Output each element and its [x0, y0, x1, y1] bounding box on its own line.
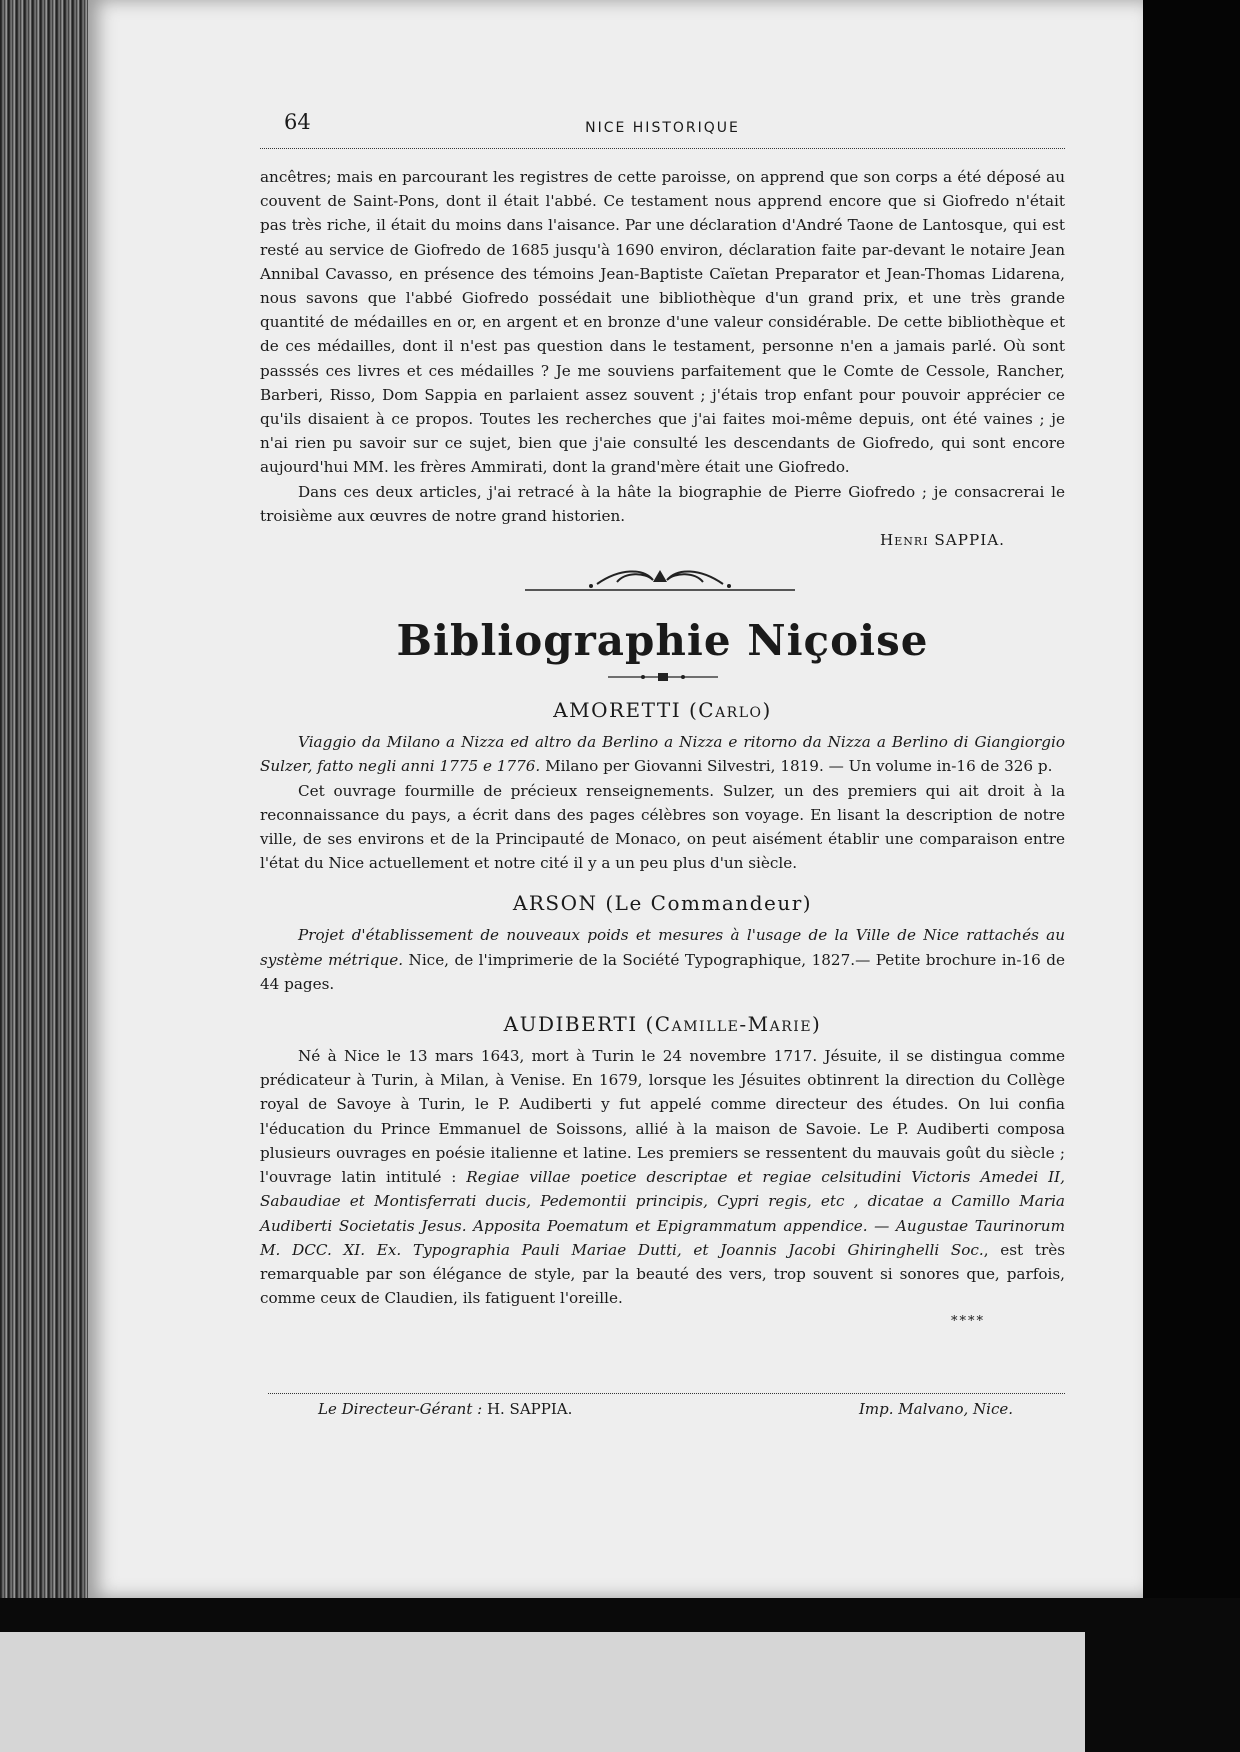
citation-title: Viaggio da Milano a Nizza ed altro da Berlino a Nizza e ritorno da Nizza a Berlino di Giangiorgio Sulzer, fatto negli anni 1775 e 1776.: [260, 733, 1065, 776]
entry-heading: [260, 1010, 1065, 1038]
journal-title: NICE HISTORIQUE: [585, 120, 740, 136]
footer-rule: [268, 1393, 1065, 1394]
footer-director: [318, 1400, 572, 1418]
director-name: H. SAPPIA.: [482, 1400, 573, 1418]
citation-title: Projet d'établissement de nouveaux poids et mesures à l'usage de la Ville de Nice rattachés au système métrique.: [260, 926, 1065, 969]
paragraph: Dans ces deux articles, j'ai retracé à la hâte la biographie de Pierre Giofredo ; je consacrerai le troisième aux œuvres de notre grand historien.: [260, 482, 1065, 525]
text-start: Né à Nice le 13 mars 1643, mort à Turin le 24 novembre 1717. Jésuite, il se distingua comme prédicateur à Turin, à Milan, à Venise. En 1679, lorsque les Jésuites obtinrent la direction du Collège royal de Savoye à Turin, le P. Audiberti y fut appelé comme directeur des études. On lui confia l'éducation du Prince Emmanuel de Soissons, allié à la maison de Savoie. Le P. Audiberti composa plusieurs ouvrages en poésie italienne et latine. Les premiers se ressentent du mauvais goût du siècle ; l'ouvrage latin intitulé :: [260, 1047, 1065, 1187]
entry-qualifier: (Carlo): [688, 698, 772, 723]
running-head: [260, 110, 1065, 146]
entry-qualifier: (Le Commandeur): [605, 891, 813, 916]
page-number: 64: [284, 110, 311, 134]
entry-citation: [260, 923, 1065, 996]
section-title: Bibliographie Niçoise: [396, 616, 929, 666]
page-content: [260, 110, 1065, 1335]
director-label: Le Directeur-Gérant :: [318, 1400, 483, 1418]
entry-name: AUDIBERTI: [503, 1012, 638, 1037]
entry-name: AMORETTI: [553, 698, 682, 723]
paragraph: ancêtres; mais en parcourant les registres de cette paroisse, on apprend que son corps a été déposé au couvent de Saint-Pons, dont il était l'abbé. Ce testament nous apprend encore que si Giofredo n'était pas très riche, il était du moins dans l'aisance. Par une déclaration d'André Taone de Lantosque, qui est resté au service de Giofredo de 1685 jusqu'à 1690 environ, déclaration faite par-devant le notaire Jean Annibal Cavasso, en présence des témoins Jean-Baptiste Caïetan Preparator et Jean-Thomas Lidarena, nous savons que l'abbé Giofredo possédait une bibliothèque d'un grand prix, et une très grande quantité de médailles en or, en argent et en bronze d'une valeur considérable. De cette bibliothèque et de ces médailles, dont il n'est pas question dans le testament, personne n'en a jamais parlé. Où sont passsés ces livres et ces médailles ? Je me souviens parfaitement que le Comte de Cessole, Rancher, Barberi, Risso, Dom Sappia en parlaient assez souvent ; j'étais trop enfant pour pouvoir apprécier ce qu'ils disaient à ce propos. Toutes les recherches que j'ai faites moi-même depuis, ont été vaines ; je n'ai rien pu savoir sur ce sujet, bien que j'aie consulté les descendants de Giofredo, qui sont encore aujourd'hui MM. les frères Ammirati, dont la grand'mère était une Giofredo.: [260, 168, 1065, 477]
ornament-divider: [260, 562, 1065, 602]
article-conclusion: [260, 165, 1065, 552]
header-rule: [260, 148, 1065, 149]
work-title: Regiae villae poetice descriptae et regiae celsitudini Victoris Amedei II, Sabaudiae et Montisferrati ducis, Pedemontii principis, Cypri regis, etc , dicatae a Camillo Maria Audiberti Societatis Jesus. Apposita Poematum et Epigrammatum appendice. — Augustae Taurinorum M. DCC. XI. Ex. Typographia Pauli Mariae Dutti, et Joannis Jacobi Ghiringhelli Soc.: [260, 1168, 1065, 1259]
book-binding: [0, 0, 100, 1598]
author-signature: Henri SAPPIA.: [880, 531, 1005, 550]
entry-citation: [260, 730, 1065, 778]
entry-heading: [260, 696, 1065, 724]
entry-heading: [260, 889, 1065, 917]
entry-description: [260, 1044, 1065, 1310]
citation-details: Nice, de l'imprimerie de la Société Typographique, 1827.— Petite brochure in-16 de 44 pages.: [260, 950, 1065, 993]
citation-details: Milano per Giovanni Silvestri, 1819. — Un volume in-16 de 326 p.: [540, 757, 1053, 776]
end-mark: ****: [951, 1314, 985, 1330]
flourish-icon: [608, 672, 718, 682]
entry-qualifier: (Camille-Marie): [645, 1012, 822, 1037]
footer-printer: Imp. Malvano, Nice.: [859, 1400, 1013, 1418]
entry-name: ARSON: [512, 891, 598, 916]
scan-background-right: [1143, 0, 1240, 1598]
text-end: , est très remarquable par son élégance de style, par la beauté des vers, trop souvent si sonores que, parfois, comme ceux de Claudien, ils fatiguent l'oreille.: [260, 1240, 1065, 1308]
entry-description: Cet ouvrage fourmille de précieux renseignements. Sulzer, un des premiers qui ait droit à la reconnaissance du pays, a écrit dans des pages célèbres son voyage. En lisant la description de notre ville, de ses environs et de la Principauté de Monaco, on peut aisément établir une comparaison entre l'état du Nice actuellement et notre cité il y a un peu plus d'un siècle.: [260, 781, 1065, 873]
scroll-ornament-icon: [525, 562, 795, 596]
next-page-edge: [0, 1632, 1085, 1752]
